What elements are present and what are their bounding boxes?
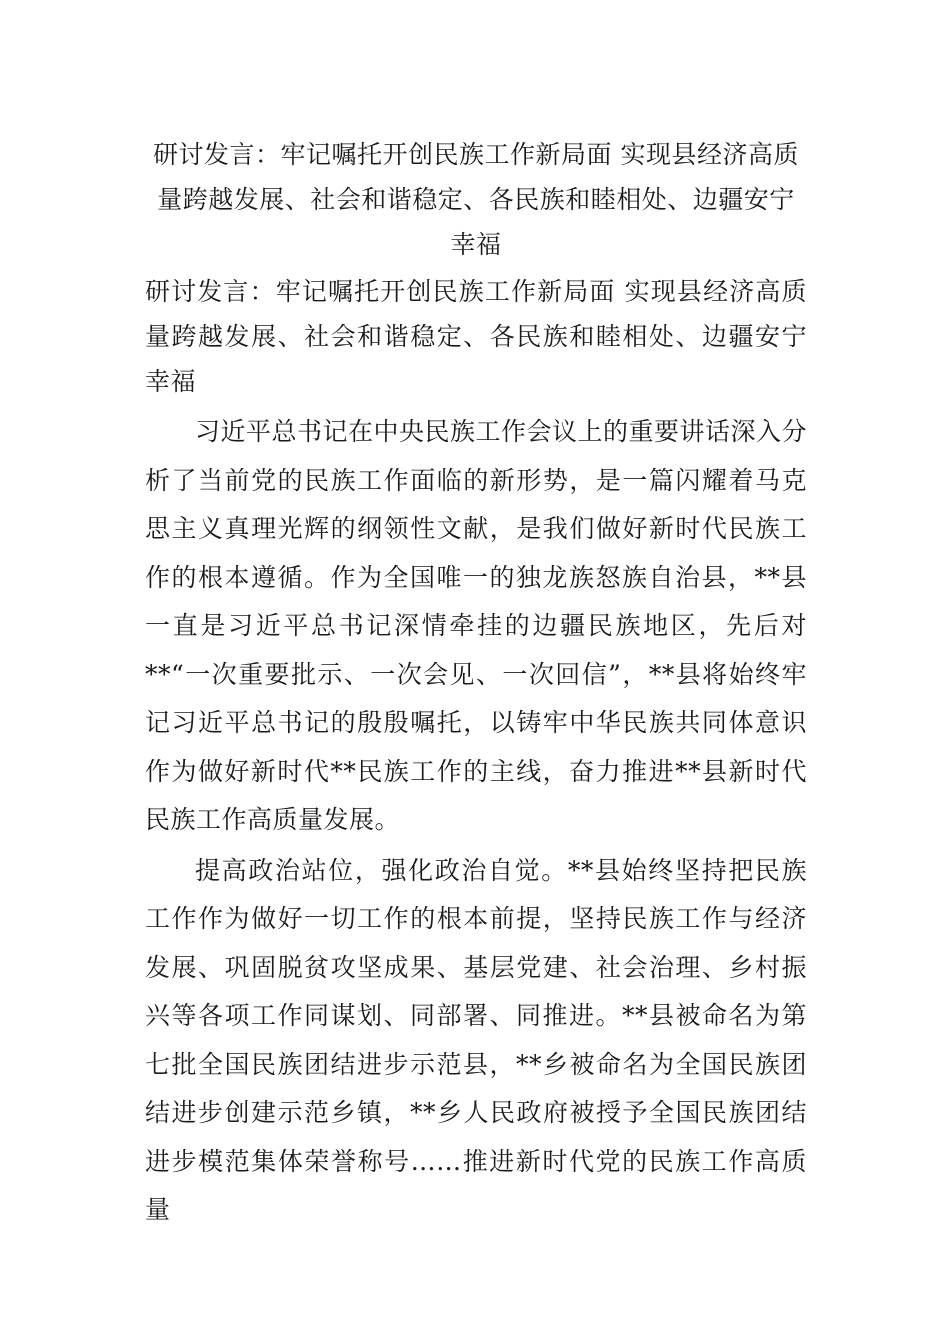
document-title: 研讨发言：牢记嘱托开创民族工作新局面 实现县经济高质量跨越发展、社会和谐稳定、各民族和睦相处、边疆安宁幸福 [153,140,799,259]
document-subtitle: 研讨发言：牢记嘱托开创民族工作新局面 实现县经济高质量跨越发展、社会和谐稳定、各民族和睦相处、边疆安宁幸福 [145,277,807,396]
body-paragraph: 习近平总书记在中央民族工作会议上的重要讲话深入分析了当前党的民族工作面临的新形势，是一篇闪耀着马克思主义真理光辉的纲领性文献，是我们做好新时代民族工作的根本遵循。作为全国唯一的独龙族怒族自治县，**县一直是习近平总书记深情牵挂的边疆民族地区，先后对**“一次重要批示、一次会见、一次回信”，**县将始终牢记习近平总书记的殷殷嘱托，以铸牢中华民族共同体意识作为做好新时代**民族工作的主线，奋力推进**县新时代民族工作高质量发展。 [145,417,808,834]
body-paragraph: 提高政治站位，强化政治自觉。**县始终坚持把民族工作作为做好一切工作的根本前提，坚持民族工作与经济发展、巩固脱贫攻坚成果、基层党建、社会治理、乡村振兴等各项工作同谋划、同部署、同推进。**县被命名为第七批全国民族团结进步示范县，**乡被命名为全国民族团结进步创建示范乡镇，**乡人民政府被授予全国民族团结进步模范集体荣誉称号……推进新时代党的民族工作高质量 [145,855,807,1224]
document-body [145,408,807,1235]
